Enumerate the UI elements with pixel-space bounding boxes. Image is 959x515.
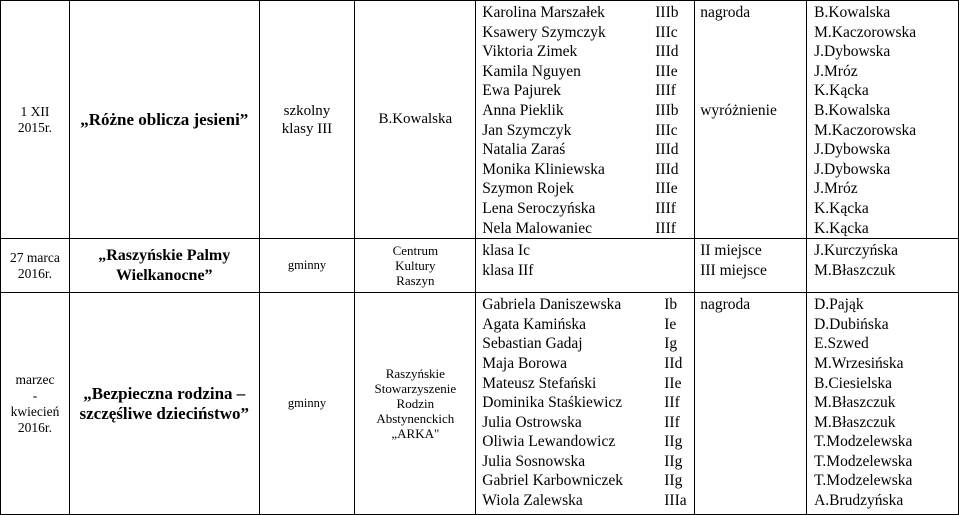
list-item: Lena Seroczyńska IIIf xyxy=(482,199,676,217)
list-item: Ewa Pajurek IIIf xyxy=(482,82,676,100)
list-item: Gabriel Karbowniczek IIg xyxy=(482,472,683,490)
list-item: Dominika Staśkiewicz IIf xyxy=(482,394,680,412)
participants-cell: klasa Ic klasa IIf xyxy=(476,239,695,293)
list-item: Ksawery Szymczyk IIIc xyxy=(482,23,678,41)
organizer-cell: B.Kowalska xyxy=(355,1,476,239)
list-item: Viktoria Zimek IIId xyxy=(482,43,679,61)
award-cell: nagroda wyróżnienie xyxy=(695,1,807,239)
list-item: Anna Pieklik IIIb xyxy=(482,101,679,119)
organizer-cell: Raszyńskie Stowarzyszenie Rodzin Abstynenckich „ARKA" xyxy=(355,293,476,515)
list-item: Julia Ostrowska IIf xyxy=(482,413,680,431)
list-item: Karolina Marszałek IIIb xyxy=(482,4,679,21)
list-item: Kamila Nguyen IIIe xyxy=(482,62,678,80)
teachers-cell: B.Kowalska M.Kaczorowska J.Dybowska J.Mróz K.Kącka B.Kowalska M.Kaczorowska J.Dybowska J.Dybowska J.Mróz K.Kącka K.Kącka xyxy=(807,1,959,239)
award-cell: nagroda xyxy=(695,293,807,515)
list-item: Mateusz Stefański IIe xyxy=(482,374,682,392)
organizer-cell: Centrum Kultury Raszyn xyxy=(355,239,476,293)
list-item: Szymon Rojek IIIe xyxy=(482,180,678,198)
list-item: Natalia Zaraś IIId xyxy=(482,141,679,159)
table-row xyxy=(1,1,959,239)
contest-name-cell: „Różne oblicza jesieni” xyxy=(69,1,259,239)
list-item: Oliwia Lewandowicz IIg xyxy=(482,433,683,451)
list-item: Sebastian Gadaj Ig xyxy=(482,335,678,353)
list-item: Maja Borowa IId xyxy=(482,354,683,372)
level-cell: gminny xyxy=(259,239,355,293)
list-item: Julia Sosnowska IIg xyxy=(482,452,683,470)
table-row xyxy=(1,293,959,515)
list-item: Wiola Zalewska IIIa xyxy=(482,492,687,510)
table-row xyxy=(1,239,959,293)
participants-cell xyxy=(476,1,695,239)
list-item: Nela Malowaniec IIIf xyxy=(482,219,676,237)
participants-cell xyxy=(476,293,695,515)
level-cell: gminny xyxy=(259,293,355,515)
contest-name-cell: „Bezpieczna rodzina – szczęśliwe dzieciństwo” xyxy=(69,293,259,515)
level-cell: szkolny klasy III xyxy=(259,1,355,239)
date-cell: 1 XII 2015r. xyxy=(1,1,70,239)
teachers-cell: J.Kurczyńska M.Błaszczuk xyxy=(807,239,959,293)
teachers-cell: D.Pająk D.Dubińska E.Szwed M.Wrzesińska B.Ciesielska M.Błaszczuk M.Błaszczuk T.Modzelewska T.Modzelewska T.Modzelewska A.Brudzyńska xyxy=(807,293,959,515)
list-item: Agata Kamińska Ie xyxy=(482,315,677,333)
list-item: Jan Szymczyk IIIc xyxy=(482,121,678,139)
list-item: Gabriela Daniszewska Ib xyxy=(482,296,678,314)
date-cell: marzec - kwiecień 2016r. xyxy=(1,293,70,515)
date-cell: 27 marca 2016r. xyxy=(1,239,70,293)
award-cell: II miejsce III miejsce xyxy=(695,239,807,293)
contest-name-cell: „Raszyńskie Palmy Wielkanocne” xyxy=(69,239,259,293)
list-item: Monika Kliniewska IIId xyxy=(482,160,679,178)
